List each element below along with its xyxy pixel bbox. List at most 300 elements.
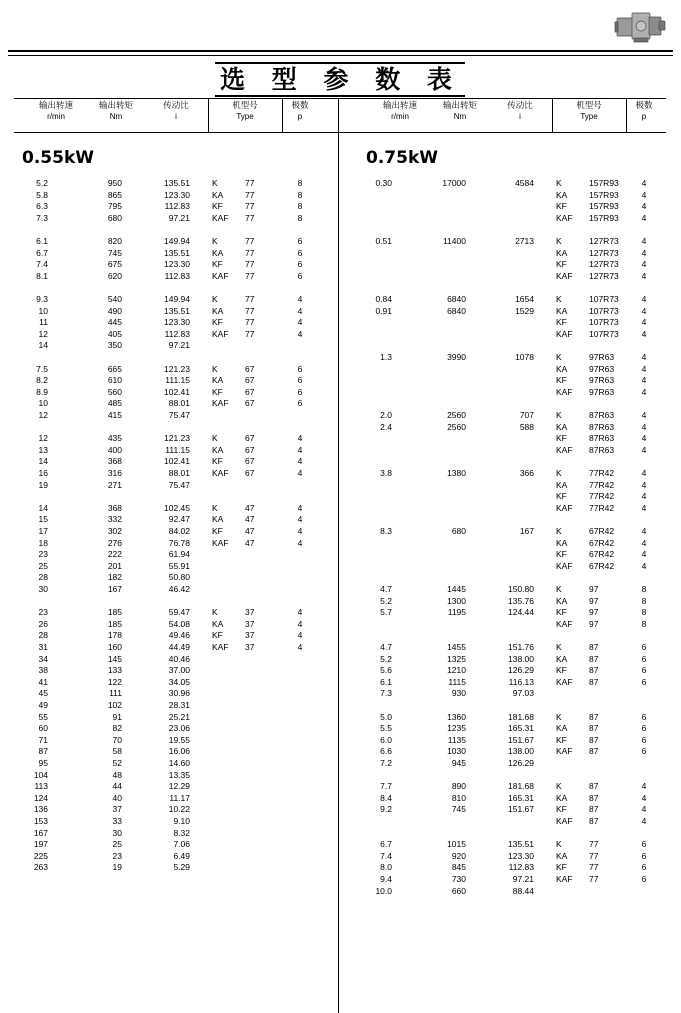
- right-cell-type2: 87: [589, 642, 599, 652]
- table-row: [344, 538, 674, 550]
- table-row: [0, 190, 330, 202]
- right-cell-p: 8: [641, 584, 647, 594]
- right-cell-speed: 7.2: [380, 758, 392, 768]
- right-cell-torque: 1210: [447, 665, 466, 676]
- right-header-type: [549, 100, 629, 122]
- left-cell-ratio: 97.21: [168, 340, 190, 351]
- left-cell-type2: 67: [245, 433, 255, 444]
- table-row: [0, 398, 330, 410]
- column-headers-right: [344, 100, 674, 130]
- table-row: [344, 294, 674, 306]
- right-cell-p: 6: [641, 746, 647, 757]
- left-cell-speed: 104: [33, 769, 48, 780]
- right-cell-ratio: 151.76: [508, 642, 534, 652]
- right-cell-type2: 97: [589, 607, 599, 618]
- right-cell-p: 6: [641, 723, 647, 734]
- table-row: [344, 271, 674, 283]
- left-cell-speed: 9.3: [36, 294, 48, 304]
- table-row: [0, 828, 330, 840]
- table-row: [344, 178, 674, 190]
- table-row: [344, 677, 674, 689]
- right-cell-ratio: 97.21: [512, 874, 534, 884]
- left-cell-speed: 34: [38, 653, 48, 664]
- right-cell-torque: 945: [451, 758, 466, 768]
- left-cell-type2: 47: [245, 502, 255, 513]
- left-cell-torque: 405: [107, 328, 122, 339]
- table-row: [0, 561, 330, 573]
- right-cell-type1: K: [556, 178, 562, 188]
- left-cell-p: 4: [297, 317, 303, 328]
- left-header-type-unit: Type: [236, 112, 254, 121]
- right-cell-p: 4: [641, 526, 647, 536]
- right-cell-ratio: 1078: [515, 352, 534, 362]
- left-cell-torque: 795: [107, 201, 122, 212]
- left-cell-speed: 5.8: [36, 189, 48, 200]
- table-row: [344, 816, 674, 828]
- right-cell-ratio: 88.44: [512, 885, 534, 896]
- right-cell-speed: 5.2: [380, 653, 392, 664]
- right-cell-type2: 87: [589, 804, 599, 815]
- right-cell-type2: 77R42: [589, 491, 615, 502]
- left-cell-speed: 14: [38, 456, 48, 467]
- right-cell-p: 4: [641, 816, 647, 826]
- left-cell-type1: K: [212, 502, 218, 513]
- right-cell-type1: KAF: [556, 676, 573, 687]
- left-cell-ratio: 111.15: [165, 444, 190, 455]
- right-cell-type1: K: [556, 526, 562, 536]
- left-cell-ratio: 55.91: [168, 560, 190, 571]
- left-cell-torque: 400: [107, 444, 122, 455]
- left-header-ratio-unit: i: [175, 112, 177, 121]
- table-row: [0, 712, 330, 724]
- left-cell-torque: 52: [112, 758, 122, 768]
- right-cell-torque: 3990: [447, 352, 466, 362]
- left-cell-type1: K: [212, 433, 218, 444]
- right-cell-type1: KA: [556, 723, 568, 734]
- left-cell-p: 4: [297, 607, 303, 618]
- right-cell-type1: KF: [556, 549, 567, 560]
- left-cell-torque: 23: [112, 850, 122, 861]
- left-cell-ratio: 11.17: [169, 792, 190, 803]
- left-cell-torque: 490: [107, 305, 122, 316]
- right-cell-type1: KF: [556, 862, 567, 873]
- table-row: [0, 329, 330, 341]
- right-cell-type2: 87: [589, 781, 599, 792]
- left-cell-speed: 26: [38, 618, 48, 629]
- right-cell-type1: KA: [556, 653, 568, 664]
- right-cell-torque: 930: [451, 688, 466, 699]
- table-row: [344, 422, 674, 434]
- left-cell-speed: 14: [38, 502, 48, 513]
- right-header-poles-label: 极数: [635, 100, 653, 110]
- left-cell-speed: 11: [39, 317, 48, 328]
- right-cell-ratio: 1654: [515, 294, 534, 304]
- right-cell-torque: 6840: [447, 294, 466, 304]
- left-cell-torque: 368: [107, 456, 122, 467]
- table-row: [344, 317, 674, 329]
- right-cell-p: 4: [641, 502, 647, 513]
- left-cell-torque: 48: [112, 769, 122, 780]
- left-cell-ratio: 37.00: [168, 665, 190, 676]
- right-cell-ratio: 97.03: [512, 688, 534, 699]
- left-header-poles-label: 极数: [291, 100, 309, 110]
- right-cell-p: 4: [641, 236, 647, 246]
- left-header-type: [205, 100, 285, 122]
- table-row: [344, 886, 674, 898]
- right-cell-type1: K: [556, 711, 562, 722]
- table-row: [0, 746, 330, 758]
- right-cell-speed: 0.84: [375, 294, 392, 304]
- right-cell-speed: 7.3: [380, 688, 392, 699]
- left-cell-type2: 47: [245, 537, 255, 548]
- left-cell-speed: 7.3: [36, 212, 48, 223]
- right-cell-type1: K: [556, 642, 562, 652]
- table-row: [0, 862, 330, 874]
- left-cell-speed: 6.3: [36, 201, 48, 212]
- table-row: [0, 665, 330, 677]
- right-cell-p: 4: [641, 363, 647, 374]
- right-cell-type2: 107R73: [589, 294, 619, 304]
- left-cell-torque: 445: [107, 317, 122, 328]
- table-row: [0, 468, 330, 480]
- table-row: [344, 839, 674, 851]
- right-header-torque-unit: Nm: [453, 112, 467, 121]
- left-cell-type1: KA: [212, 444, 224, 455]
- right-cell-type2: 157R93: [589, 201, 619, 212]
- right-cell-speed: 2.0: [380, 410, 392, 420]
- header-rule-top: [14, 98, 666, 99]
- left-cell-speed: 38: [38, 665, 48, 676]
- left-header-type-label: 机型号: [232, 100, 258, 110]
- right-cell-type1: KAF: [556, 444, 573, 455]
- right-cell-ratio: 165.31: [508, 792, 534, 803]
- left-cell-speed: 7.4: [36, 259, 48, 270]
- right-cell-ratio: 167: [519, 526, 534, 536]
- right-cell-ratio: 151.67: [508, 804, 534, 815]
- right-cell-torque: 2560: [447, 410, 466, 420]
- right-cell-torque: 810: [451, 792, 466, 803]
- right-cell-type1: KAF: [556, 270, 573, 281]
- right-cell-type2: 87R63: [589, 433, 615, 444]
- left-cell-speed: 136: [33, 804, 48, 815]
- table-row: [0, 654, 330, 666]
- table-row: [344, 688, 674, 700]
- left-cell-p: 6: [297, 236, 303, 246]
- right-cell-ratio: 151.67: [508, 734, 534, 745]
- left-cell-type1: KA: [212, 618, 224, 629]
- table-row: [344, 746, 674, 758]
- left-cell-ratio: 88.01: [168, 468, 190, 478]
- right-cell-type2: 97R63: [589, 386, 615, 397]
- table-row: [0, 781, 330, 793]
- right-cell-type2: 87: [589, 676, 599, 687]
- left-cell-type1: KA: [212, 247, 224, 258]
- left-header-torque-unit: Nm: [109, 112, 123, 121]
- right-cell-speed: 5.7: [380, 607, 392, 618]
- left-cell-speed: 7.5: [36, 363, 48, 374]
- table-row: [344, 503, 674, 515]
- left-cell-torque: 665: [107, 363, 122, 374]
- right-cell-type2: 107R73: [589, 305, 619, 316]
- left-cell-speed: 225: [33, 850, 48, 861]
- left-cell-ratio: 23.06: [168, 723, 190, 734]
- right-header-speed-unit: r/min: [391, 112, 409, 121]
- right-cell-type1: K: [556, 781, 562, 792]
- right-cell-p: 6: [641, 642, 647, 652]
- right-cell-p: 4: [641, 328, 647, 339]
- right-cell-type1: KAF: [556, 212, 573, 223]
- left-cell-torque: 271: [107, 479, 122, 490]
- right-cell-type2: 87: [589, 665, 599, 676]
- right-cell-ratio: 366: [519, 468, 534, 478]
- right-cell-type2: 77: [589, 839, 599, 850]
- left-cell-ratio: 7.06: [173, 839, 190, 850]
- table-row: [344, 480, 674, 492]
- right-cell-type1: KA: [556, 247, 568, 258]
- right-cell-speed: 0.30: [375, 178, 392, 188]
- right-cell-type2: 97: [589, 595, 599, 606]
- table-row: [0, 572, 330, 584]
- right-cell-speed: 7.4: [380, 850, 392, 861]
- left-cell-ratio: 112.83: [164, 328, 190, 339]
- left-cell-torque: 680: [107, 212, 122, 223]
- left-cell-speed: 23: [38, 549, 48, 560]
- right-cell-type1: KF: [556, 491, 567, 502]
- right-cell-ratio: 112.83: [508, 862, 534, 873]
- table-row: [0, 758, 330, 770]
- left-cell-speed: 6.1: [36, 236, 48, 246]
- right-cell-ratio: 126.29: [508, 665, 534, 676]
- right-cell-type2: 87R63: [589, 444, 615, 455]
- right-cell-torque: 730: [451, 874, 466, 884]
- table-row: [0, 839, 330, 851]
- right-cell-type2: 107R73: [589, 328, 619, 339]
- left-cell-type1: KF: [212, 526, 223, 536]
- right-header-ratio: [484, 100, 556, 122]
- left-cell-torque: 485: [107, 398, 122, 409]
- right-cell-type2: 67R42: [589, 526, 615, 536]
- right-cell-type1: KF: [556, 734, 567, 745]
- left-cell-ratio: 34.05: [168, 676, 190, 687]
- table-row: [344, 201, 674, 213]
- table-row: [0, 677, 330, 689]
- table-row: [0, 642, 330, 654]
- right-cell-speed: 4.7: [380, 642, 392, 652]
- left-cell-type1: KF: [212, 317, 223, 328]
- left-cell-speed: 19: [38, 479, 48, 490]
- right-cell-type1: KAF: [556, 386, 573, 397]
- left-cell-type1: K: [212, 363, 218, 374]
- left-cell-torque: 276: [107, 537, 122, 548]
- left-cell-p: 6: [297, 386, 303, 397]
- right-cell-type1: K: [556, 468, 562, 478]
- left-cell-type2: 67: [245, 363, 255, 374]
- right-cell-type1: KF: [556, 375, 567, 386]
- left-cell-type2: 37: [245, 630, 255, 641]
- right-cell-type1: KA: [556, 421, 568, 432]
- left-cell-torque: 368: [107, 502, 122, 513]
- table-row: [0, 456, 330, 468]
- right-cell-p: 4: [641, 212, 647, 223]
- right-cell-type2: 87: [589, 746, 599, 757]
- right-cell-p: 4: [641, 375, 647, 386]
- right-cell-type1: KA: [556, 363, 568, 374]
- left-cell-speed: 8.9: [36, 386, 48, 397]
- left-cell-speed: 49: [38, 700, 48, 710]
- table-row: [344, 642, 674, 654]
- right-cell-p: 4: [641, 201, 647, 212]
- right-cell-p: 6: [641, 874, 647, 884]
- left-cell-type2: 77: [245, 294, 255, 304]
- left-cell-ratio: 75.47: [168, 479, 190, 490]
- table-row: [344, 375, 674, 387]
- left-cell-speed: 95: [38, 758, 48, 768]
- table-row: [344, 433, 674, 445]
- table-row: [0, 584, 330, 596]
- table-row: [344, 793, 674, 805]
- left-cell-speed: 28: [38, 572, 48, 583]
- right-cell-type2: 97R63: [589, 363, 615, 374]
- left-cell-ratio: 6.49: [173, 850, 190, 861]
- left-header-speed-unit: r/min: [47, 112, 65, 121]
- left-cell-ratio: 102.45: [164, 502, 190, 513]
- right-cell-type1: KA: [556, 537, 568, 548]
- left-cell-p: 4: [297, 630, 303, 641]
- right-cell-type1: KAF: [556, 560, 573, 571]
- right-header-type-label: 机型号: [576, 100, 602, 110]
- table-row: [0, 387, 330, 399]
- right-cell-ratio: 181.68: [508, 781, 534, 792]
- table-row: [344, 723, 674, 735]
- left-cell-type1: KAF: [212, 398, 229, 409]
- left-cell-p: 4: [297, 642, 303, 652]
- left-cell-torque: 160: [107, 642, 122, 652]
- right-cell-torque: 1360: [447, 711, 466, 722]
- table-row: [344, 874, 674, 886]
- left-cell-type1: K: [212, 294, 218, 304]
- table-row: [0, 851, 330, 863]
- right-cell-torque: 745: [451, 804, 466, 815]
- right-cell-type2: 67R42: [589, 549, 615, 560]
- right-cell-speed: 1.3: [380, 352, 392, 362]
- center-divider: [338, 98, 339, 1013]
- right-cell-ratio: 135.51: [508, 839, 534, 850]
- right-cell-ratio: 165.31: [508, 723, 534, 734]
- header-rule-bottom: [14, 132, 666, 133]
- left-cell-ratio: 92.47: [168, 514, 190, 525]
- right-cell-speed: 5.5: [380, 723, 392, 734]
- left-cell-p: 6: [297, 270, 303, 281]
- right-cell-p: 4: [641, 479, 647, 490]
- right-cell-p: 4: [641, 468, 647, 478]
- table-row: [0, 607, 330, 619]
- right-cell-torque: 1030: [447, 746, 466, 757]
- left-cell-speed: 41: [38, 676, 48, 687]
- table-row: [0, 294, 330, 306]
- left-cell-p: 8: [297, 201, 303, 212]
- left-cell-speed: 17: [38, 526, 48, 536]
- right-cell-type2: 157R93: [589, 212, 619, 223]
- right-cell-torque: 11400: [442, 236, 466, 246]
- left-cell-ratio: 88.01: [168, 398, 190, 409]
- table-row: [0, 688, 330, 700]
- right-cell-torque: 1300: [447, 595, 466, 606]
- left-cell-type1: KF: [212, 201, 223, 212]
- left-cell-p: 4: [297, 502, 303, 513]
- header-divider-left-poles: [282, 98, 283, 132]
- left-cell-torque: 620: [107, 270, 122, 281]
- table-row: [344, 213, 674, 225]
- left-header-ratio: [140, 100, 212, 122]
- right-cell-speed: 8.4: [380, 792, 392, 803]
- right-cell-p: 4: [641, 259, 647, 270]
- left-cell-ratio: 49.46: [168, 630, 190, 641]
- left-cell-speed: 6.7: [36, 247, 48, 258]
- right-cell-type1: KAF: [556, 746, 573, 757]
- left-cell-speed: 25: [38, 560, 48, 571]
- left-cell-type2: 77: [245, 317, 255, 328]
- table-row: [0, 526, 330, 538]
- left-cell-ratio: 135.51: [164, 247, 190, 258]
- table-row: [344, 491, 674, 503]
- right-header-type-unit: Type: [580, 112, 598, 121]
- right-cell-type1: KA: [556, 850, 568, 861]
- left-cell-type2: 77: [245, 201, 255, 212]
- table-row: [0, 480, 330, 492]
- right-cell-type2: 77R42: [589, 479, 615, 490]
- table-row: [344, 387, 674, 399]
- left-cell-p: 4: [297, 537, 303, 548]
- left-cell-type2: 67: [245, 375, 255, 386]
- left-cell-type2: 77: [245, 212, 255, 223]
- left-cell-speed: 45: [38, 688, 48, 699]
- left-cell-torque: 222: [107, 549, 122, 560]
- left-cell-torque: 820: [107, 236, 122, 246]
- right-cell-type2: 97R63: [589, 352, 615, 362]
- table-row: [0, 317, 330, 329]
- left-cell-ratio: 54.08: [168, 618, 190, 629]
- left-cell-torque: 182: [107, 572, 122, 583]
- right-cell-p: 4: [641, 549, 647, 560]
- left-cell-ratio: 46.42: [168, 584, 190, 594]
- right-cell-type2: 87: [589, 734, 599, 745]
- power-heading-right: 0.75kW: [366, 148, 439, 168]
- left-cell-ratio: 50.80: [168, 572, 190, 583]
- table-row: [0, 433, 330, 445]
- left-cell-ratio: 111.15: [165, 375, 190, 386]
- right-cell-type1: KA: [556, 479, 568, 490]
- right-header-ratio-unit: i: [519, 112, 521, 121]
- table-row: [344, 654, 674, 666]
- table-row: [0, 201, 330, 213]
- left-cell-p: 8: [297, 178, 303, 188]
- left-cell-ratio: 16.06: [168, 746, 190, 757]
- left-cell-p: 4: [297, 294, 303, 304]
- left-cell-torque: 178: [107, 630, 122, 641]
- table-row: [0, 410, 330, 422]
- left-cell-torque: 19: [112, 862, 122, 873]
- right-cell-torque: 920: [451, 850, 466, 861]
- right-cell-speed: 3.8: [380, 468, 392, 478]
- left-cell-type1: KAF: [212, 212, 229, 223]
- left-cell-ratio: 9.10: [173, 816, 190, 826]
- right-cell-type2: 87: [589, 653, 599, 664]
- left-cell-type1: KF: [212, 259, 223, 270]
- left-cell-ratio: 10.22: [168, 804, 190, 815]
- left-cell-torque: 332: [107, 514, 122, 525]
- right-cell-p: 6: [641, 711, 647, 722]
- right-cell-type2: 97: [589, 618, 599, 629]
